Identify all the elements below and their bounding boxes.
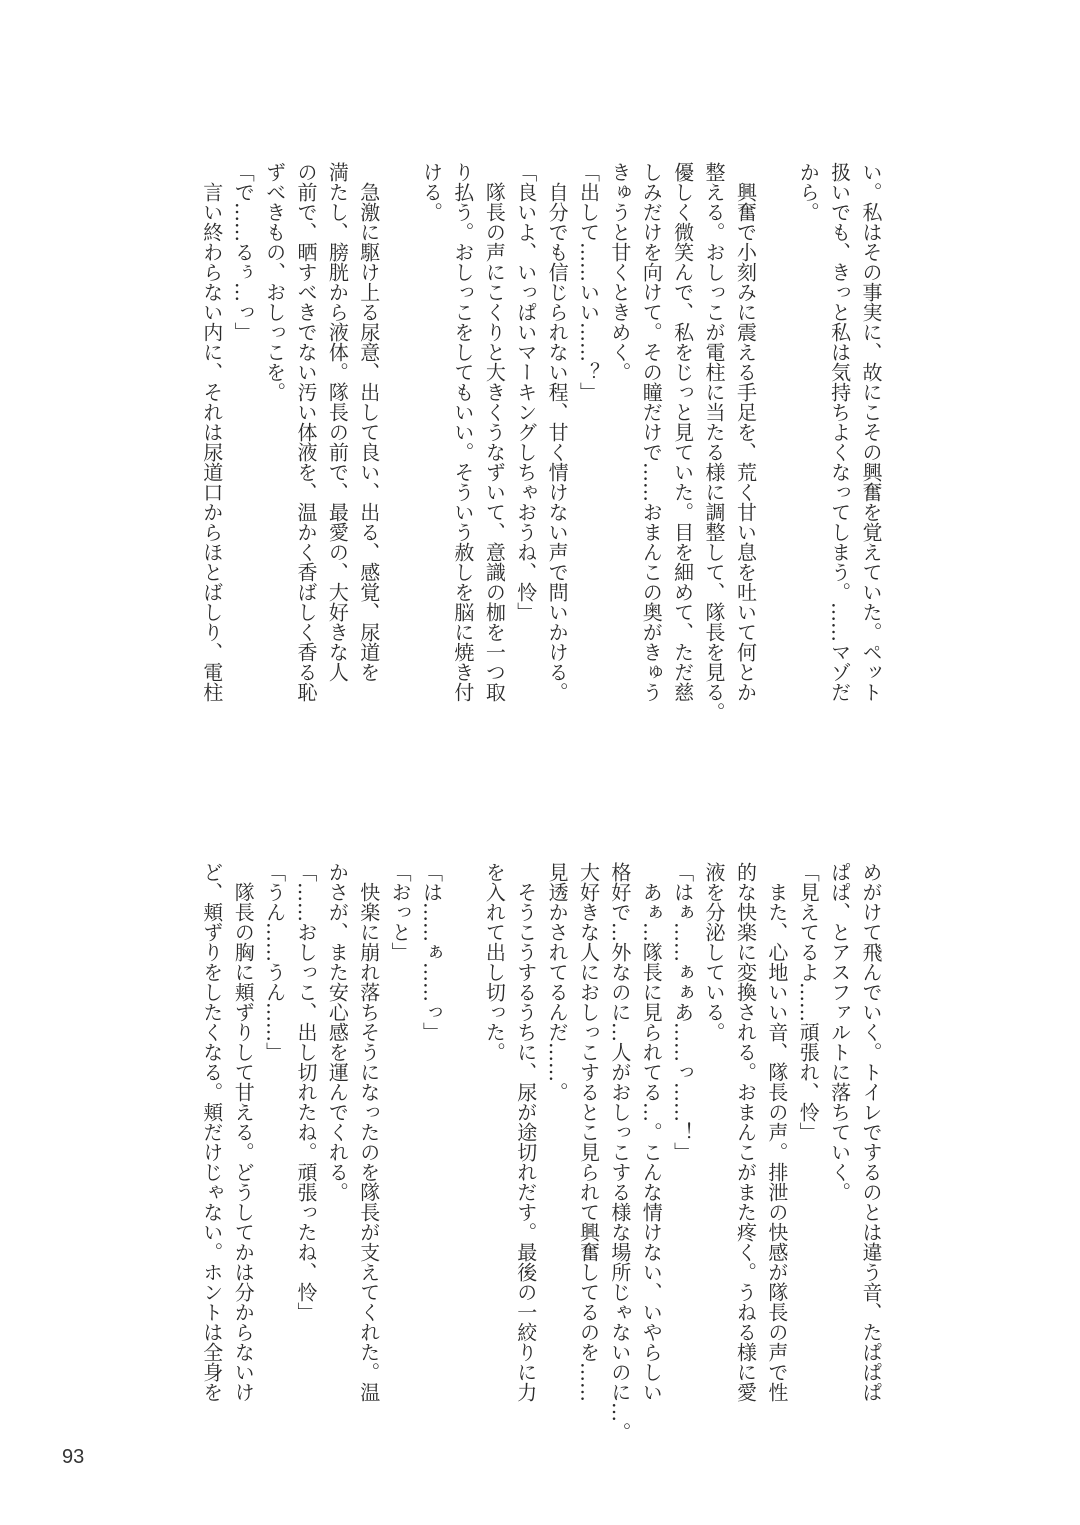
- text-column: 扱いでも、きっと私は気持ちよくなってしまう。……マゾだ: [827, 162, 852, 702]
- text-column: 大好きな人におしっこするとこ見られて興奮してるのを……: [576, 862, 601, 1402]
- text-column: 隊長の声にこくりと大きくうなずいて、意識の枷を一つ取: [482, 162, 507, 702]
- text-column: 見透かされてるんだ……。: [545, 862, 570, 1102]
- text-column: [384, 162, 415, 724]
- text-column: を入れて出し切った。: [482, 862, 507, 1062]
- text-column: 「見えてるよ……頑張れ、怜」: [796, 862, 821, 1142]
- text-column: 隊長の胸に頬ずりして甘える。どうしてかは分からないけ: [231, 862, 256, 1402]
- text-column: ける。: [419, 162, 444, 222]
- text-column: ど、頬ずりをしたくなる。頬だけじゃない。ホントは全身を: [199, 862, 224, 1402]
- lower-text-block: [195, 862, 886, 1442]
- text-column: 快楽に崩れ落ちそうになったのを隊長が支えてくれた。温: [356, 862, 381, 1402]
- text-column: そうこうするうちに、尿が途切れだす。最後の一絞りに力: [513, 862, 538, 1402]
- text-column: 「出して……いい……？」: [576, 162, 601, 402]
- text-column: り払う。おしっこをしてもいい。そういう赦しを脳に焼き付: [450, 162, 475, 702]
- upper-text-block: [195, 162, 886, 724]
- text-column: [447, 862, 478, 1424]
- text-column: 「は……ぁ……っ」: [419, 862, 444, 1042]
- text-column: ぱぱ、とアスファルトに落ちていく。: [827, 862, 852, 1202]
- text-column: 「おっと」: [388, 862, 413, 962]
- text-column: 整える。おしっこが電柱に当たる様に調整して、隊長を見る。: [702, 162, 727, 722]
- text-column: かさが、また安心感を運んでくれる。: [325, 862, 350, 1202]
- text-column: 「……おしっこ、出し切れたね。頑張ったね、怜」: [293, 862, 318, 1322]
- text-column: 優しく微笑んで、私をじっと見ていた。目を細めて、ただ慈: [670, 162, 695, 702]
- text-column: ずべきもの、おしっこを。: [262, 162, 287, 402]
- text-column: 満たし、膀胱から液体。隊長の前で、最愛の、大好きな人: [325, 162, 350, 682]
- text-column: あぁ…隊長に見られてる…。こんな情けない、いやらしい: [639, 862, 664, 1402]
- text-column: 「うん……うん……」: [262, 862, 287, 1062]
- text-column: 自分でも信じられない程、甘く情けない声で問いかける。: [545, 162, 570, 702]
- text-column: 「はぁ……ぁぁあ……っ……！」: [670, 862, 695, 1162]
- text-column: 急激に駆け上る尿意、出して良い、出る、感覚、尿道を: [356, 162, 381, 682]
- text-column: 的な快楽に変換される。おまんこがまた疼く。うねる様に愛: [733, 862, 758, 1402]
- text-column: きゅうと甘くときめく。: [607, 162, 632, 382]
- text-column: しみだけを向けて。その瞳だけで……おまんこの奥がきゅう: [639, 162, 664, 702]
- text-column: 興奮で小刻みに震える手足を、荒く甘い息を吐いて何とか: [733, 162, 758, 702]
- text-column: い。私はその事実に、故にこその興奮を覚えていた。ペット: [859, 162, 883, 702]
- text-column: めがけて飛んでいく。トイレでするのとは違う音、たぱぱぱ: [859, 862, 883, 1402]
- text-column: から。: [796, 162, 821, 222]
- text-column: 液を分泌している。: [702, 862, 727, 1042]
- text-column: [760, 162, 791, 724]
- text-column: 「良いよ、いっぱいマーキングしちゃおうね、怜」: [513, 162, 538, 622]
- page-number: 93: [62, 1446, 85, 1468]
- text-column: 格好で…外なのに…人がおしっこする様な場所じゃないのに…。: [607, 862, 632, 1442]
- text-column: 「で……るぅ…っ」: [231, 162, 256, 342]
- text-column: また、心地いい音、隊長の声。排泄の快感が隊長の声で性: [764, 862, 789, 1402]
- text-column: 言い終わらない内に、それは尿道口からほとばしり、電柱: [199, 162, 224, 702]
- text-column: の前で、晒すべきでない汚い体液を、温かく香ばしく香る恥: [293, 162, 318, 702]
